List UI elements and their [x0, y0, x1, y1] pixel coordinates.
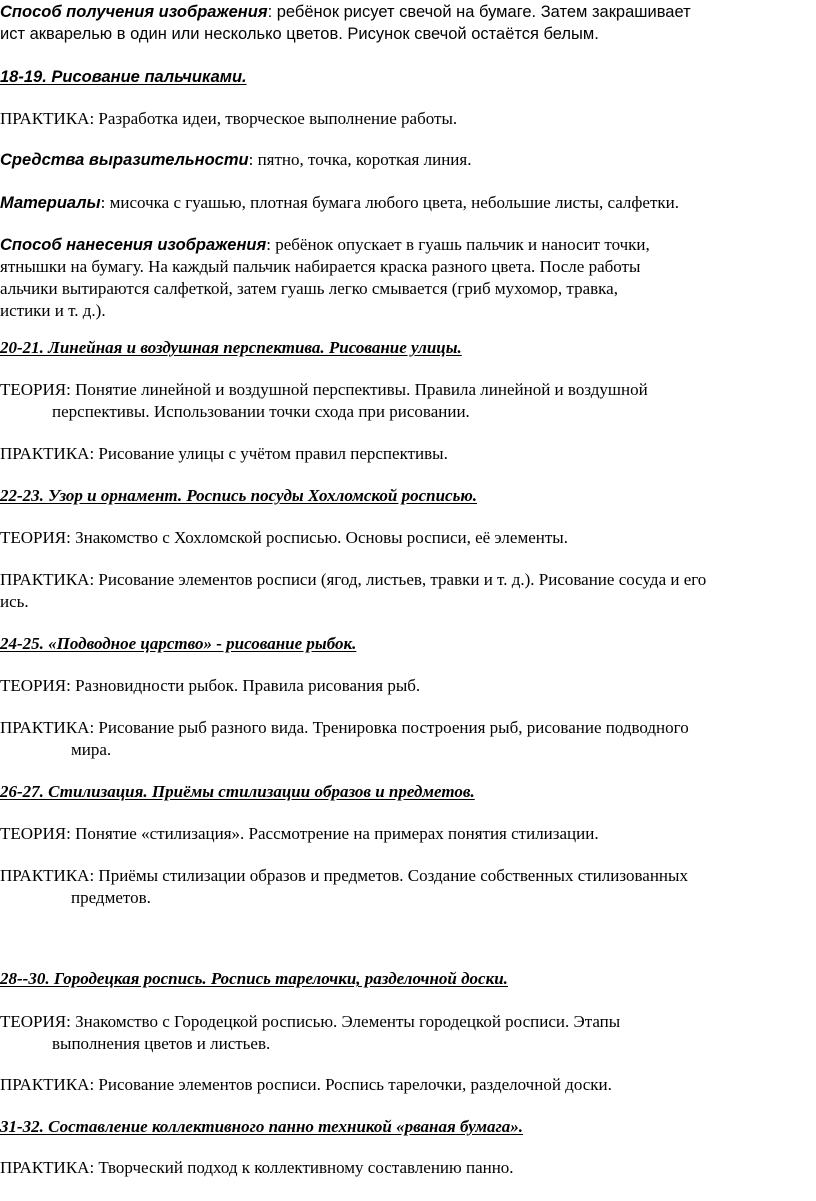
practice-24-25-line-2: мира.	[71, 740, 112, 759]
method-label: Способ получения изображения	[0, 3, 268, 21]
practice-22-23-line-2: ись.	[0, 592, 29, 611]
section-heading-22-23: 22-23. Узор и орнамент. Роспись посуды Хохломской росписью.	[0, 486, 478, 505]
means-label: Средства выразительности	[0, 151, 249, 169]
theory-22-23: ТЕОРИЯ: Знакомство с Хохломской росписью. Основы росписи, её элементы.	[0, 528, 568, 547]
practice-26-27-line-1: ПРАКТИКА: Приёмы стилизации образов и предметов. Создание собственных стилизованных	[0, 866, 688, 885]
materials-line	[0, 193, 679, 213]
practice-20-21: ПРАКТИКА: Рисование улицы с учётом правил перспективы.	[0, 444, 448, 463]
apply-line-3: альчики вытираются салфеткой, затем гуашь легко смывается (гриб мухомор, травка,	[0, 279, 618, 298]
method-text: : ребёнок рисует свечой на бумаге. Затем закрашивает	[267, 3, 691, 21]
section-heading-31-32: 31-32. Составление коллективного панно техникой «рваная бумага».	[0, 1117, 524, 1136]
apply-line-2: ятнышки на бумагу. На каждый пальчик набирается краска разного цвета. После работы	[0, 257, 641, 276]
section-heading-20-21: 20-21. Линейная и воздушная перспектива. Рисование улицы.	[0, 338, 462, 357]
theory-26-27: ТЕОРИЯ: Понятие «стилизация». Рассмотрение на примерах понятия стилизации.	[0, 824, 599, 843]
materials-text: : мисочка с гуашью, плотная бумага любого цвета, небольшие листы, салфетки.	[100, 193, 679, 212]
means-text: : пятно, точка, короткая линия.	[248, 150, 472, 169]
method-line-1	[0, 2, 691, 22]
apply-label: Способ нанесения изображения	[0, 236, 267, 254]
section-heading-28-30: 28--30. Городецкая роспись. Роспись тарелочки, разделочной доски.	[0, 969, 508, 988]
theory-28-30-line-1: ТЕОРИЯ: Знакомство с Городецкой росписью. Элементы городецкой росписи. Этапы	[0, 1012, 621, 1031]
theory-20-21-line-2: перспективы. Использовании точки схода при рисовании.	[52, 402, 470, 421]
section-heading-24-25: 24-25. «Подводное царство» - рисование рыбок.	[0, 634, 357, 653]
practice-28-30: ПРАКТИКА: Рисование элементов росписи. Роспись тарелочки, разделочной доски.	[0, 1075, 612, 1094]
apply-line-1	[0, 235, 650, 255]
method-line-2: ист акварелью в один или несколько цветов. Рисунок свечой остаётся белым.	[0, 25, 599, 43]
practice-18-19: ПРАКТИКА: Разработка идеи, творческое выполнение работы.	[0, 109, 458, 128]
theory-24-25: ТЕОРИЯ: Разновидности рыбок. Правила рисования рыб.	[0, 676, 421, 695]
materials-label: Материалы	[0, 194, 101, 212]
means-line	[0, 150, 471, 170]
section-heading-18-19: 18-19. Рисование пальчиками.	[0, 68, 247, 86]
section-heading-26-27: 26-27. Стилизация. Приёмы стилизации образов и предметов.	[0, 782, 475, 801]
theory-20-21-line-1: ТЕОРИЯ: Понятие линейной и воздушной перспективы. Правила линейной и воздушной	[0, 380, 648, 399]
theory-28-30-line-2: выполнения цветов и листьев.	[52, 1034, 271, 1053]
practice-31-32: ПРАКТИКА: Творческий подход к коллективному составлению панно.	[0, 1158, 514, 1177]
apply-line-4: истики и т. д.).	[0, 301, 106, 320]
practice-24-25-line-1: ПРАКТИКА: Рисование рыб разного вида. Тренировка построения рыб, рисование подводного	[0, 718, 689, 737]
apply-text-1: : ребёнок опускает в гуашь пальчик и наносит точки,	[266, 235, 650, 254]
practice-26-27-line-2: предметов.	[71, 888, 151, 907]
practice-22-23-line-1: ПРАКТИКА: Рисование элементов росписи (ягод, листьев, травки и т. д.). Рисование сосуда и его	[0, 570, 707, 589]
